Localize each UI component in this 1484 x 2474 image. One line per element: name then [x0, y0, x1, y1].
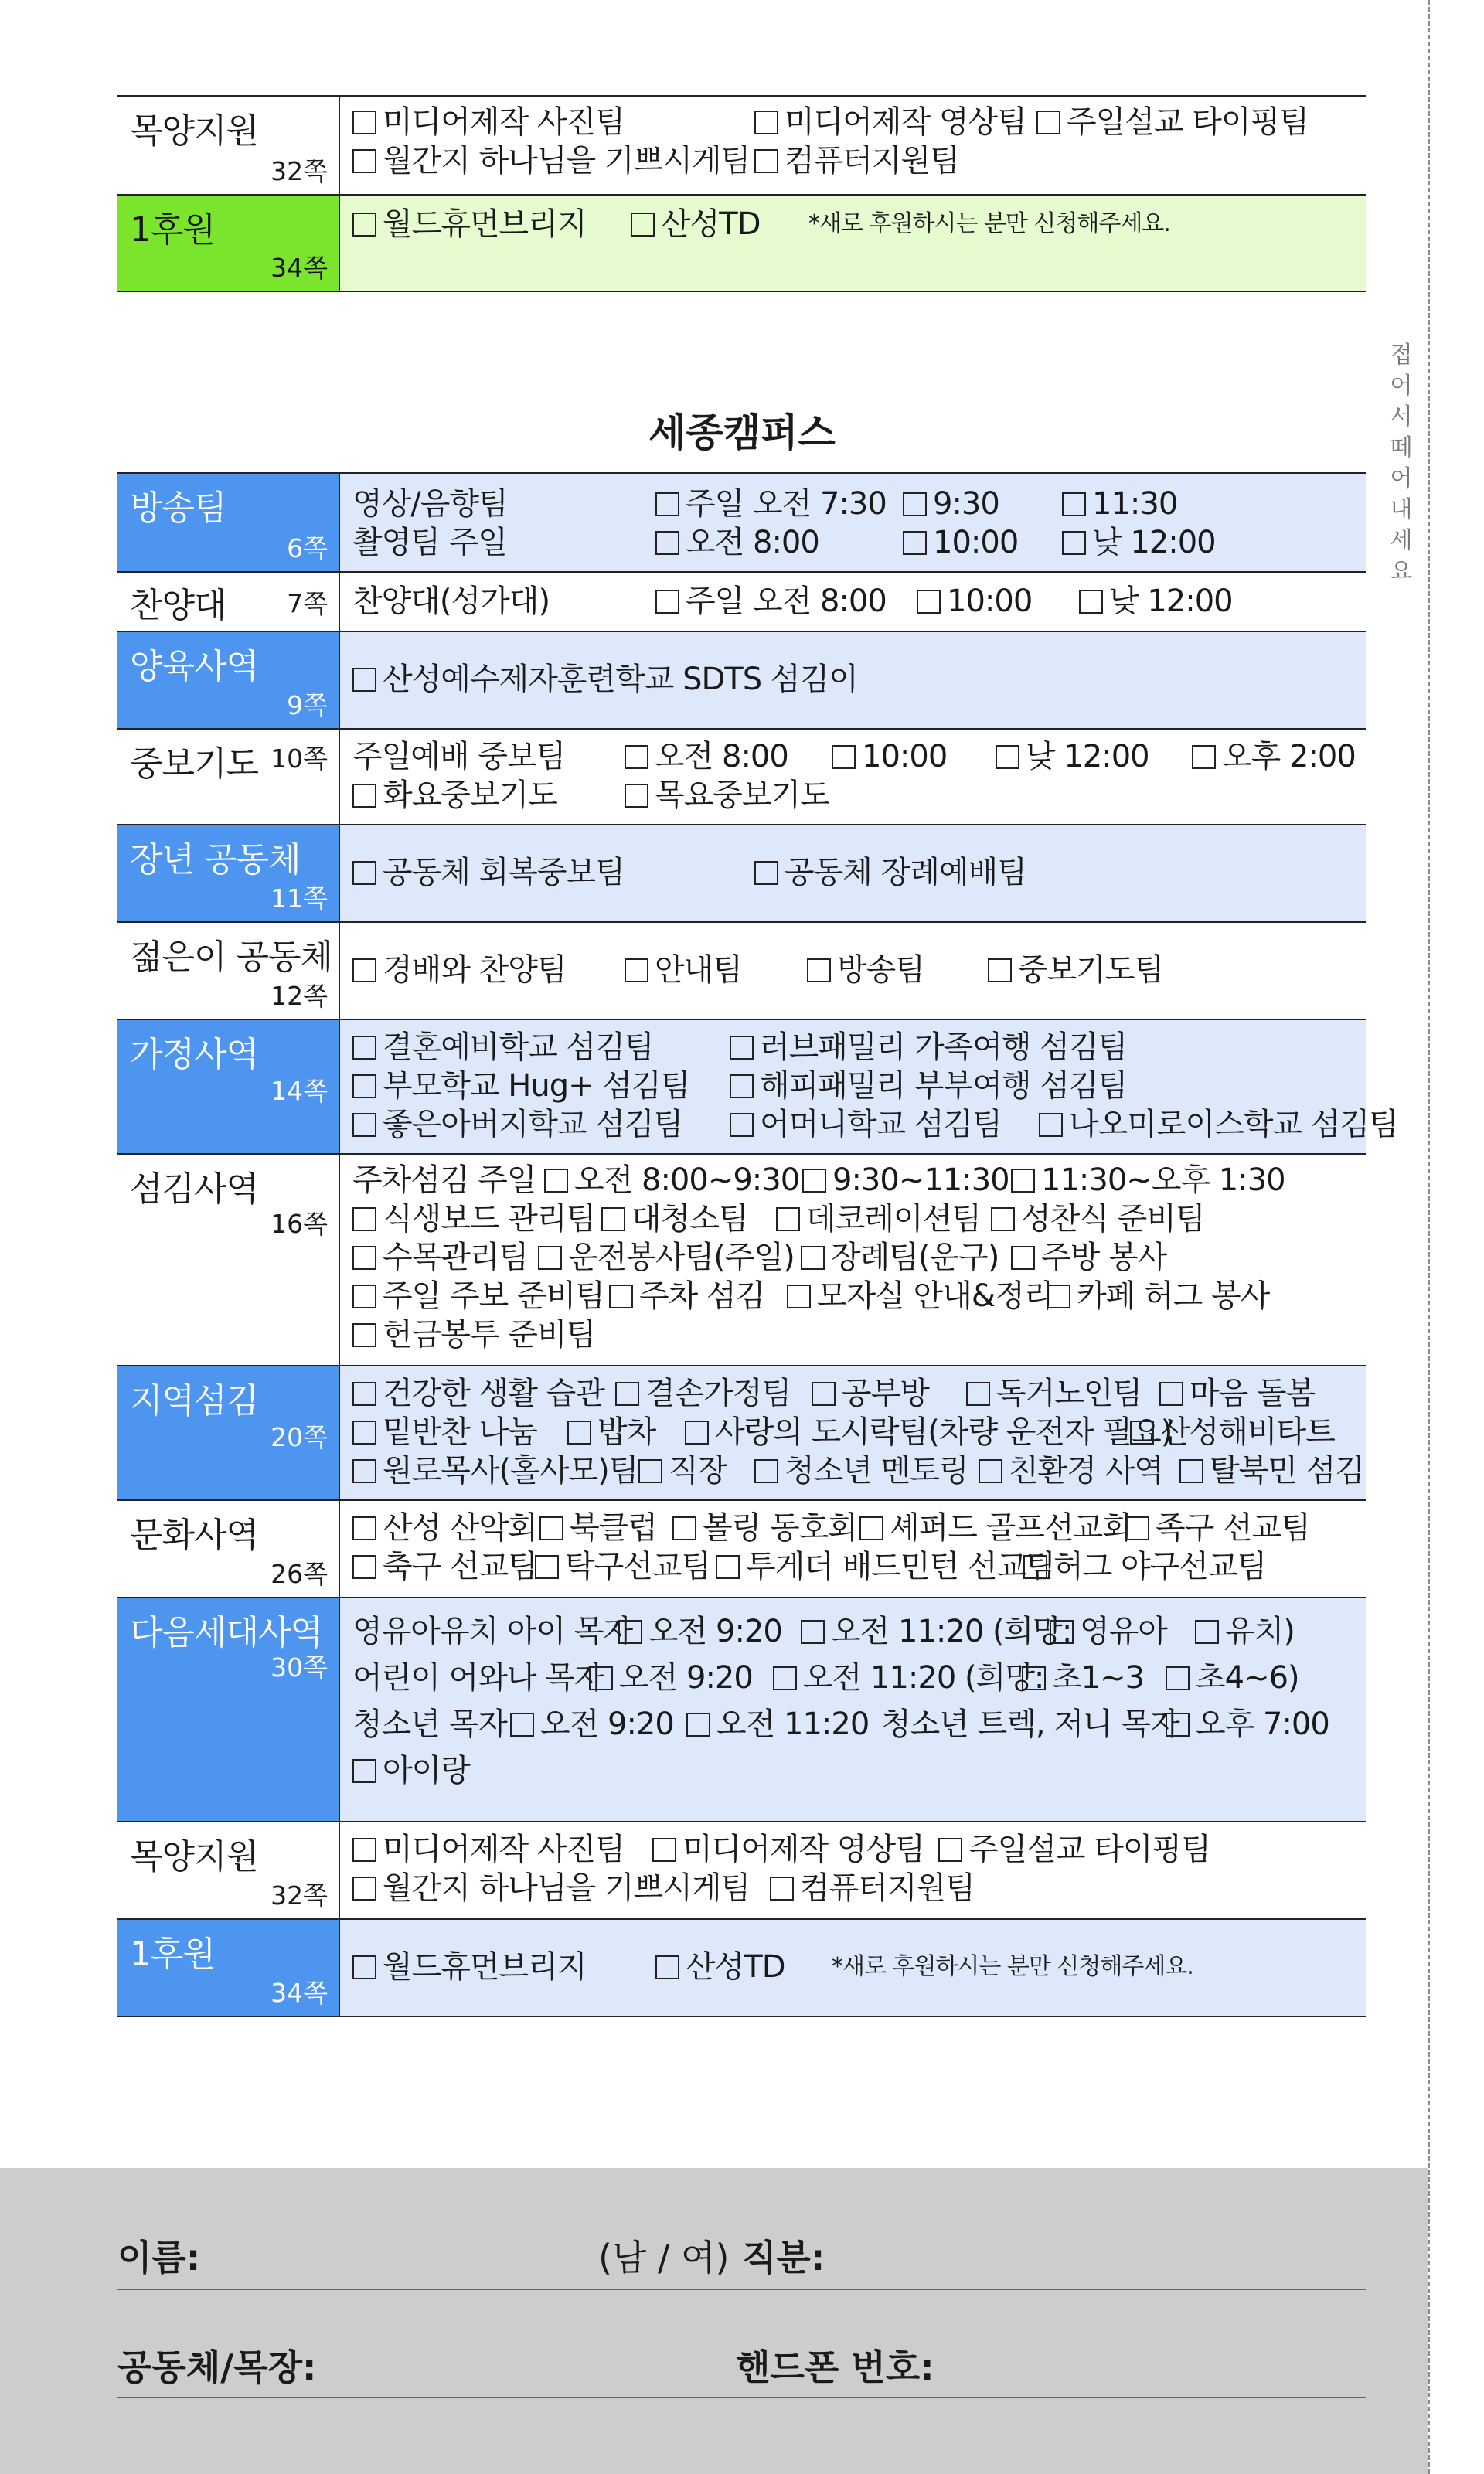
- option-label: 촬영팀 주일: [352, 525, 507, 560]
- row-label: [117, 923, 340, 1019]
- checkbox-option[interactable]: 마음 돌봄: [1159, 1374, 1315, 1413]
- ministry-name: 젊은이 공동체: [130, 938, 333, 977]
- checkbox[interactable]: [352, 784, 376, 808]
- checkbox-option[interactable]: 공동체 회복중보팀: [352, 853, 625, 892]
- checkbox-option[interactable]: 컴퓨터지원팀: [754, 141, 959, 180]
- checkbox[interactable]: [1039, 1113, 1063, 1137]
- checkbox[interactable]: [352, 1516, 376, 1540]
- checkbox[interactable]: [966, 1382, 990, 1406]
- checkbox-option[interactable]: 좋은아버지학교 섬김팀: [352, 1105, 682, 1144]
- checkbox-option[interactable]: 9:30~11:30: [802, 1161, 1009, 1200]
- checkbox-option[interactable]: 나오미로이스학교 섬김팀: [1039, 1105, 1398, 1144]
- checkbox[interactable]: [991, 1207, 1015, 1231]
- checkbox-option[interactable]: 사랑의 도시락팀(차량 운전자 필요): [685, 1413, 1172, 1451]
- checkbox-option[interactable]: 오전 11:20: [686, 1705, 869, 1744]
- checkbox[interactable]: [352, 213, 376, 237]
- options-cell: [340, 474, 1366, 571]
- checkbox-option[interactable]: 오전 11:20 (희망:: [801, 1612, 1071, 1651]
- ministry-name: 1후원: [130, 1935, 216, 1974]
- checkbox-option[interactable]: 장례팀(운구): [801, 1238, 999, 1277]
- checkbox[interactable]: [352, 668, 376, 692]
- section-title: 세종캠퍼스: [648, 410, 836, 455]
- options-cell: [340, 97, 1366, 194]
- checkbox-option[interactable]: 공부방: [812, 1374, 929, 1413]
- checkbox-option[interactable]: 컴퓨터지원팀: [770, 1869, 975, 1907]
- table-row: [117, 1155, 1366, 1366]
- page-number: 34쪽: [271, 1978, 328, 2008]
- options-cell: [340, 1822, 1366, 1918]
- checkbox-option[interactable]: 데코레이션팀: [776, 1200, 981, 1238]
- checkbox-option[interactable]: 목요중보기도: [625, 776, 829, 815]
- checkbox-option[interactable]: 해피패밀리 부부여행 섬김팀: [730, 1067, 1127, 1105]
- checkbox-option[interactable]: 주일 주보 준비팀: [352, 1277, 604, 1315]
- checkbox[interactable]: [903, 531, 927, 555]
- checkbox-option[interactable]: 산성해비타트: [1130, 1413, 1335, 1451]
- checkbox-option[interactable]: 헌금봉투 준비팀: [352, 1315, 595, 1354]
- checkbox[interactable]: [352, 1759, 376, 1783]
- checkbox[interactable]: [1179, 1459, 1203, 1483]
- checkbox[interactable]: [352, 1459, 376, 1483]
- table-row: [117, 1020, 1398, 1155]
- checkbox[interactable]: [996, 745, 1019, 769]
- table-row: [117, 730, 1366, 825]
- checkbox[interactable]: [716, 1555, 740, 1579]
- top-section-table: [117, 95, 1366, 292]
- checkbox[interactable]: [1011, 1169, 1035, 1193]
- checkbox-option[interactable]: 낮 12:00: [996, 737, 1149, 776]
- page-number: 20쪽: [271, 1422, 328, 1452]
- checkbox-option[interactable]: 주일 오전 8:00: [655, 582, 887, 621]
- checkbox[interactable]: [352, 1382, 376, 1406]
- checkbox-option[interactable]: 주일 오전 7:30: [655, 485, 887, 523]
- options-cell: [340, 1155, 1366, 1365]
- checkbox[interactable]: [352, 1323, 376, 1347]
- checkbox[interactable]: [776, 1207, 800, 1231]
- checkbox-option[interactable]: 경배와 찬양팀: [352, 951, 567, 989]
- row-label: [117, 1920, 340, 2016]
- checkbox[interactable]: [655, 531, 679, 555]
- checkbox[interactable]: [801, 1246, 825, 1270]
- ministry-name: 장년 공동체: [130, 840, 301, 880]
- checkbox[interactable]: [352, 861, 376, 885]
- checkbox[interactable]: [535, 1555, 559, 1579]
- checkbox[interactable]: [938, 1838, 962, 1862]
- checkbox[interactable]: [655, 1955, 679, 1979]
- checkbox-option[interactable]: 산성TD: [655, 1948, 785, 1986]
- checkbox[interactable]: [730, 1113, 754, 1137]
- checkbox-option[interactable]: 유치): [1195, 1612, 1295, 1651]
- checkbox-option[interactable]: 러브패밀리 가족여행 섬김팀: [730, 1028, 1127, 1067]
- options-cell: [340, 825, 1366, 921]
- checkbox[interactable]: [801, 1620, 825, 1644]
- table-row: [117, 196, 1366, 292]
- checkbox[interactable]: [510, 1713, 534, 1737]
- checkbox[interactable]: [979, 1459, 1002, 1483]
- checkbox-option[interactable]: 월간지 하나님을 기쁘시게팀: [352, 141, 750, 180]
- page-number: 32쪽: [271, 1880, 328, 1911]
- checkbox[interactable]: [625, 745, 648, 769]
- checkbox[interactable]: [352, 111, 376, 134]
- row-label: [117, 1598, 340, 1821]
- checkbox[interactable]: [754, 149, 778, 173]
- checkbox[interactable]: [352, 1285, 376, 1308]
- checkbox-option[interactable]: 결혼예비학교 섬김팀: [352, 1028, 653, 1067]
- checkbox-option[interactable]: 주방 봉사: [1011, 1238, 1166, 1277]
- option-label: 주차섬김 주일: [352, 1162, 536, 1198]
- checkbox-option[interactable]: 월간지 하나님을 기쁘시게팀: [352, 1869, 750, 1907]
- row-label: [117, 1822, 340, 1918]
- checkbox[interactable]: [1023, 1555, 1047, 1579]
- checkbox[interactable]: [655, 590, 679, 614]
- checkbox[interactable]: [352, 1113, 376, 1137]
- checkbox-option[interactable]: 건강한 생활 습관: [352, 1374, 604, 1413]
- checkbox-option[interactable]: 주일설교 타이핑팀: [938, 1830, 1210, 1869]
- checkbox[interactable]: [352, 958, 376, 982]
- checkbox-option[interactable]: 오전 9:20: [589, 1659, 753, 1697]
- ministry-name: 섬김사역: [130, 1169, 259, 1209]
- checkbox[interactable]: [812, 1382, 836, 1406]
- checkbox-option[interactable]: 미디어제작 영상팀: [652, 1830, 924, 1869]
- checkbox[interactable]: [1062, 531, 1086, 555]
- options-cell: [340, 1920, 1366, 2016]
- checkbox-option[interactable]: 산성 산악회: [352, 1509, 537, 1547]
- table-row: [117, 1366, 1366, 1501]
- option-label: 청소년 트렉, 저니 목자: [881, 1707, 1179, 1742]
- checkbox-option[interactable]: 투게더 배드민턴 선교팀: [716, 1547, 1055, 1586]
- page-number: 7쪽: [287, 588, 328, 618]
- option-label: 청소년 목자: [352, 1707, 507, 1742]
- checkbox-option[interactable]: 원로목사(홀사모)팀: [352, 1451, 638, 1490]
- checkbox-option[interactable]: 밥차: [567, 1413, 655, 1451]
- row-label: [117, 474, 340, 571]
- page-number: 16쪽: [271, 1209, 328, 1239]
- checkbox[interactable]: [631, 213, 655, 237]
- checkbox-option[interactable]: 10:00: [917, 582, 1032, 621]
- ministry-name: 찬양대: [130, 585, 226, 625]
- option-label: 주일예배 중보팀: [352, 739, 566, 774]
- checkbox[interactable]: [352, 1207, 376, 1231]
- table-row: [117, 97, 1366, 196]
- checkbox[interactable]: [638, 1459, 662, 1483]
- checkbox[interactable]: [1047, 1285, 1070, 1308]
- checkbox[interactable]: [832, 745, 856, 769]
- sejong-campus-table: [117, 472, 1398, 2017]
- checkbox[interactable]: [609, 1285, 633, 1308]
- checkbox-option[interactable]: 오전 8:00: [625, 737, 788, 776]
- table-row: [117, 474, 1366, 573]
- name-label: 이름:: [117, 2237, 201, 2278]
- table-row: [117, 1822, 1366, 1920]
- options-cell: [340, 196, 1366, 291]
- checkbox-option[interactable]: 초1~3: [1022, 1659, 1144, 1697]
- checkbox[interactable]: [807, 958, 831, 982]
- ministry-name: 지역섬김: [130, 1381, 259, 1421]
- checkbox[interactable]: [352, 1555, 376, 1579]
- row-label: [117, 1501, 340, 1597]
- checkbox[interactable]: [686, 1713, 710, 1737]
- gender-label: (남 / 여): [598, 2237, 730, 2278]
- ministry-name: 중보기도: [130, 744, 259, 784]
- checkbox[interactable]: [1125, 1516, 1149, 1540]
- checkbox[interactable]: [917, 590, 941, 614]
- checkbox[interactable]: [615, 1382, 639, 1406]
- checkbox[interactable]: [352, 149, 376, 173]
- community-label: 공동체/목장:: [117, 2346, 317, 2388]
- row-label: [117, 1155, 340, 1365]
- checkbox-option[interactable]: 10:00: [903, 523, 1018, 562]
- community-input-line[interactable]: [117, 2397, 1366, 2398]
- ministry-name: 목양지원: [130, 111, 259, 151]
- checkbox-option[interactable]: 10:00: [832, 737, 947, 776]
- checkbox[interactable]: [787, 1285, 811, 1308]
- page-number: 30쪽: [271, 1652, 328, 1683]
- checkbox-option[interactable]: 11:30: [1062, 485, 1177, 523]
- page-number: 14쪽: [271, 1076, 328, 1106]
- checkbox[interactable]: [802, 1169, 826, 1193]
- checkbox[interactable]: [544, 1169, 568, 1193]
- checkbox[interactable]: [589, 1666, 613, 1690]
- checkbox[interactable]: [1166, 1713, 1190, 1737]
- checkbox-option[interactable]: 수목관리팀: [352, 1238, 528, 1277]
- checkbox[interactable]: [352, 1036, 376, 1060]
- fold-line: [1428, 0, 1430, 2474]
- page-number: 10쪽: [271, 744, 328, 774]
- row-label: [117, 730, 340, 824]
- checkbox[interactable]: [1166, 1666, 1190, 1690]
- checkbox[interactable]: [567, 1421, 591, 1445]
- checkbox[interactable]: [539, 1516, 563, 1540]
- options-cell: [340, 730, 1366, 824]
- checkbox[interactable]: [754, 861, 778, 885]
- option-label: 영유아유치 아이 목자: [352, 1614, 633, 1649]
- row-label: [117, 573, 340, 631]
- options-cell: [340, 1366, 1366, 1499]
- page-number: 34쪽: [271, 253, 328, 283]
- fold-instruction: 접어서 떼어내세요: [1390, 342, 1413, 585]
- checkbox[interactable]: [538, 1246, 562, 1270]
- checkbox-option[interactable]: 어머니학교 섬김팀: [730, 1105, 1002, 1144]
- checkbox[interactable]: [770, 1877, 794, 1901]
- checkbox[interactable]: [601, 1207, 625, 1231]
- checkbox-option[interactable]: 11:30~오후 1:30: [1011, 1161, 1285, 1200]
- checkbox[interactable]: [754, 1459, 778, 1483]
- support-note: *새로 후원하시는 분만 신청해주세요.: [808, 210, 1170, 237]
- checkbox-option[interactable]: 청소년 멘토링: [754, 1451, 968, 1490]
- table-row: [117, 1598, 1366, 1822]
- page-number: 9쪽: [287, 690, 328, 720]
- ministry-name: 문화사역: [130, 1516, 259, 1555]
- checkbox-option[interactable]: 부모학교 Hug+ 섬김팀: [352, 1067, 689, 1105]
- checkbox[interactable]: [655, 492, 679, 516]
- checkbox[interactable]: [352, 1246, 376, 1270]
- checkbox[interactable]: [1195, 1620, 1219, 1644]
- page-number: 32쪽: [271, 156, 328, 186]
- checkbox[interactable]: [1062, 492, 1086, 516]
- table-row: [117, 1920, 1366, 2017]
- checkbox-option[interactable]: 낮 12:00: [1079, 582, 1233, 621]
- checkbox[interactable]: [1022, 1666, 1046, 1690]
- checkbox-option[interactable]: 오후 7:00: [1166, 1705, 1329, 1744]
- checkbox-option[interactable]: 영유아: [1050, 1612, 1167, 1651]
- checkbox-option[interactable]: 안내팀: [625, 951, 742, 989]
- checkbox[interactable]: [685, 1421, 709, 1445]
- checkbox-option[interactable]: 주일설교 타이핑팀: [1036, 103, 1309, 141]
- checkbox[interactable]: [1159, 1382, 1183, 1406]
- checkbox-option[interactable]: 셰퍼드 골프선교회: [859, 1509, 1132, 1547]
- checkbox-option[interactable]: 오전 11:20 (희망:: [773, 1659, 1043, 1697]
- table-row: [117, 923, 1366, 1020]
- checkbox[interactable]: [352, 1421, 376, 1445]
- checkbox-option[interactable]: 볼링 동호회: [672, 1509, 857, 1547]
- checkbox-option[interactable]: 산성예수제자훈련학교 SDTS 섬김이: [352, 660, 858, 699]
- checkbox-option[interactable]: 운전봉사팀(주일): [538, 1238, 795, 1277]
- ministry-name: 방송팀: [130, 488, 226, 528]
- page-number: 11쪽: [271, 883, 328, 914]
- support-note: *새로 후원하시는 분만 신청해주세요.: [832, 1953, 1193, 1980]
- ministry-name: 양육사역: [130, 647, 259, 686]
- checkbox-option[interactable]: 족구 선교팀: [1125, 1509, 1310, 1547]
- checkbox[interactable]: [773, 1666, 797, 1690]
- checkbox-option[interactable]: 오후 2:00: [1192, 737, 1356, 776]
- page-number: 26쪽: [271, 1559, 328, 1589]
- checkbox-option[interactable]: 미디어제작 영상팀: [754, 103, 1026, 141]
- checkbox-option[interactable]: 월드휴먼브리지: [352, 1948, 586, 1986]
- checkbox-option[interactable]: 성찬식 준비팀: [991, 1200, 1205, 1238]
- checkbox[interactable]: [1079, 590, 1103, 614]
- ministry-name: 다음세대사역: [130, 1613, 323, 1652]
- checkbox[interactable]: [1130, 1421, 1154, 1445]
- phone-label: 핸드폰 번호:: [736, 2346, 934, 2388]
- checkbox-option[interactable]: 카페 허그 봉사: [1047, 1277, 1269, 1315]
- checkbox-option[interactable]: 오전 8:00: [655, 523, 819, 562]
- checkbox-option[interactable]: 탈북민 섬김: [1179, 1451, 1364, 1490]
- table-row: [117, 632, 1366, 730]
- options-cell: [340, 573, 1366, 631]
- checkbox[interactable]: [625, 784, 648, 808]
- ministry-name: 가정사역: [130, 1035, 259, 1074]
- checkbox[interactable]: [1011, 1246, 1035, 1270]
- checkbox[interactable]: [730, 1074, 754, 1098]
- checkbox[interactable]: [352, 1074, 376, 1098]
- table-row: [117, 825, 1366, 923]
- checkbox-option[interactable]: 오전 9:20: [618, 1612, 782, 1651]
- page-number: 6쪽: [287, 533, 328, 563]
- checkbox[interactable]: [352, 1955, 376, 1979]
- options-cell: [340, 1598, 1366, 1821]
- checkbox-option[interactable]: 허그 야구선교팀: [1023, 1547, 1266, 1586]
- checkbox[interactable]: [754, 111, 778, 134]
- checkbox-option[interactable]: 미디어제작 사진팀: [352, 103, 625, 141]
- checkbox-option[interactable]: 9:30: [903, 485, 999, 523]
- checkbox[interactable]: [730, 1036, 754, 1060]
- checkbox-option[interactable]: 오전 8:00~9:30: [544, 1161, 799, 1200]
- personal-info-section: [0, 2168, 1428, 2474]
- options-cell: [340, 632, 1366, 728]
- table-row: [117, 1501, 1366, 1598]
- checkbox-option[interactable]: 화요중보기도: [352, 776, 557, 815]
- checkbox-option[interactable]: 아이랑: [352, 1751, 470, 1790]
- checkbox[interactable]: [618, 1620, 642, 1644]
- checkbox[interactable]: [988, 958, 1012, 982]
- row-label: [117, 825, 340, 921]
- checkbox-option[interactable]: 방송팀: [807, 951, 924, 989]
- checkbox-option[interactable]: 친환경 사역: [979, 1451, 1163, 1490]
- checkbox-option[interactable]: 직장: [638, 1451, 727, 1490]
- option-label: 찬양대(성가대): [352, 584, 550, 619]
- row-label: [117, 632, 340, 728]
- page-number: 12쪽: [271, 981, 328, 1011]
- row-label: [117, 196, 340, 291]
- row-label: [117, 97, 340, 194]
- checkbox-option[interactable]: 주차 섬김: [609, 1277, 764, 1315]
- checkbox-option[interactable]: 중보기도팀: [988, 951, 1163, 989]
- checkbox[interactable]: [859, 1516, 883, 1540]
- options-cell: [340, 1020, 1398, 1153]
- checkbox-option[interactable]: 축구 선교팀: [352, 1547, 537, 1586]
- checkbox-option[interactable]: 미디어제작 사진팀: [352, 1830, 625, 1869]
- checkbox[interactable]: [625, 958, 648, 982]
- checkbox-option[interactable]: 대청소팀: [601, 1200, 748, 1238]
- checkbox-option[interactable]: 밑반찬 나눔: [352, 1413, 537, 1451]
- checkbox-option[interactable]: 결손가정팀: [615, 1374, 791, 1413]
- checkbox-option[interactable]: 독거노인팀: [966, 1374, 1142, 1413]
- row-label: [117, 1020, 340, 1153]
- name-input-line[interactable]: [117, 2289, 1366, 2290]
- option-label: 어린이 어와나 목자: [352, 1660, 604, 1696]
- checkbox-option[interactable]: 북클럽: [539, 1509, 657, 1547]
- checkbox-option[interactable]: 낮 12:00: [1062, 523, 1216, 562]
- checkbox[interactable]: [1192, 745, 1216, 769]
- row-label: [117, 1366, 340, 1499]
- checkbox[interactable]: [352, 1877, 376, 1901]
- checkbox-option[interactable]: 오전 9:20: [510, 1705, 674, 1744]
- checkbox-option[interactable]: 모자실 안내&정리: [787, 1277, 1053, 1315]
- options-cell: [340, 1501, 1366, 1597]
- checkbox-option[interactable]: 공동체 장례예배팀: [754, 853, 1026, 892]
- position-label: 직분:: [742, 2237, 825, 2278]
- checkbox-option[interactable]: 탁구선교팀: [535, 1547, 710, 1586]
- option-label: 영상/음향팀: [352, 486, 508, 522]
- checkbox-option[interactable]: 초4~6): [1166, 1659, 1299, 1697]
- checkbox-option[interactable]: 식생보드 관리팀: [352, 1200, 595, 1238]
- table-row: [117, 573, 1366, 632]
- checkbox[interactable]: [672, 1516, 696, 1540]
- ministry-name: 목양지원: [130, 1837, 259, 1877]
- checkbox[interactable]: [903, 492, 927, 516]
- checkbox[interactable]: [652, 1838, 676, 1862]
- options-cell: [340, 923, 1366, 1019]
- checkbox-option[interactable]: 월드휴먼브리지: [352, 205, 586, 243]
- checkbox-option[interactable]: 산성TD: [631, 205, 761, 243]
- checkbox[interactable]: [1050, 1620, 1074, 1644]
- checkbox[interactable]: [352, 1838, 376, 1862]
- checkbox[interactable]: [1036, 111, 1060, 134]
- ministry-name: 1후원: [130, 210, 216, 250]
